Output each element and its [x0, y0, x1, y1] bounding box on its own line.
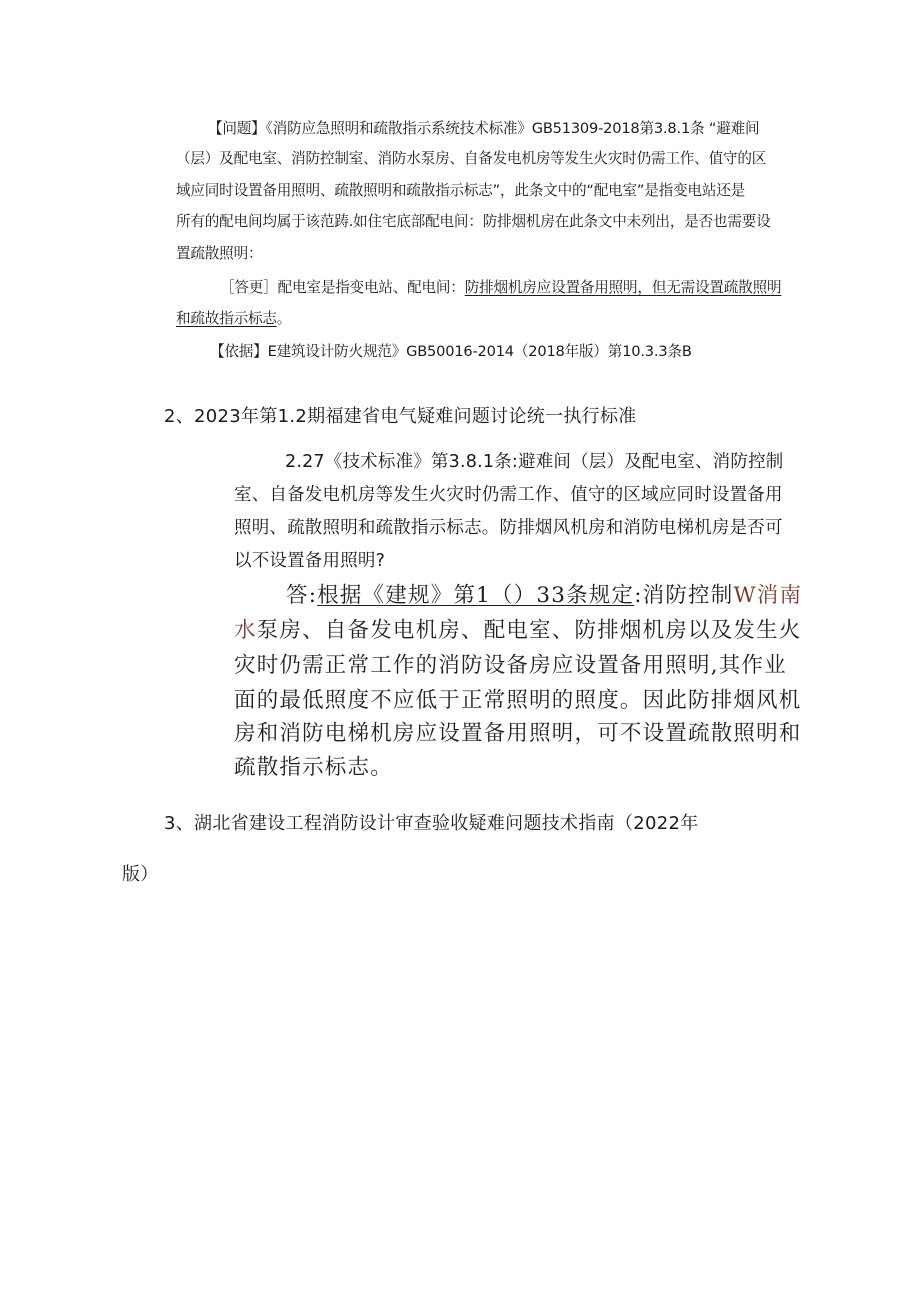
answer-line-1	[220, 276, 781, 297]
basis-line: 【依据】E建筑设计防火规范》GB50016-2014（2018年版）第10.3.3条B	[210, 343, 692, 360]
answer-citation: 根据《建规》第1（）33条规定	[317, 583, 635, 608]
question-line-3: 域应同时设置备用照明、疏散照明和疏散指示标志”，此条文中的“配电室”是指变电站还是	[176, 182, 746, 199]
section-3-heading-line-1: 3、湖北省建设工程消防设计审查验收疑难问题技术指南（2022年	[164, 813, 699, 834]
answer-line-2-end: 。	[276, 310, 292, 327]
answer-line-2-underlined: 和疏故指示标志	[176, 310, 277, 327]
answer-label: 答:	[286, 583, 318, 608]
section-2-heading: 2、2023年第1.2期福建省电气疑难问题讨论统一执行标准	[164, 406, 637, 427]
question-line-1: 【问题】《消防应急照明和疏散指示系统技术标准》GB51309-2018第3.8.1条 “避难间	[208, 120, 760, 137]
answer-text-mid: :消防控制	[634, 583, 734, 608]
section-2-answer-line-6: 疏散指示标志。	[234, 755, 393, 780]
section-3-heading-line-2: 版）	[122, 864, 159, 885]
answer-underlined: 防排烟机房应设置备用照明，但无需设置疏散照明	[464, 279, 782, 296]
section-2-answer-line-4: 面的最低照度不应低于正常照明的照度。因此防排烟风机	[234, 688, 802, 713]
section-2-question-line-4: 以不设置备用照明?	[234, 551, 386, 571]
section-2-question-line-3: 照明、疏散照明和疏散指示标志。防排烟风机房和消防电梯机房是否可	[234, 518, 783, 538]
section-2-question-line-1: 2.27《技术标准》第3.8.1条:避难间（层）及配电室、消防控制	[285, 452, 784, 472]
section-2-question-line-2: 室、自备发电机房等发生火灾时仍需工作、值守的区域应同时设置备用	[234, 485, 783, 505]
question-line-5: 置疏散照明：	[176, 245, 263, 262]
answer-line-2	[176, 307, 291, 328]
section-2-answer-line-2	[234, 613, 802, 644]
answer-prefix: ［答更］配电室是指变电站、配电间：	[220, 279, 465, 296]
section-2-answer-line-3: 灾时仍需正常工作的消防设备房应设置备用照明,其作业	[234, 653, 787, 678]
answer-red-text-2: 水	[234, 618, 257, 643]
section-2-answer-line-1	[286, 578, 802, 609]
section-2-answer-line-5: 房和消防电梯机房应设置备用照明，可不设置疏散照明和	[234, 721, 802, 746]
question-line-2: （层）及配电室、消防控制室、消防水泵房、自备发电机房等发生火灾时仍需工作、值守的区	[176, 150, 767, 167]
question-line-4: 所有的配电间均属于该范踌.如住宅底部配电间：防排烟机房在此条文中未列出，是否也需要设	[176, 213, 771, 230]
answer-line-2-rest: 泵房、自备发电机房、配电室、防排烟机房以及发生火	[256, 618, 802, 643]
answer-red-text: W消南	[733, 583, 803, 608]
